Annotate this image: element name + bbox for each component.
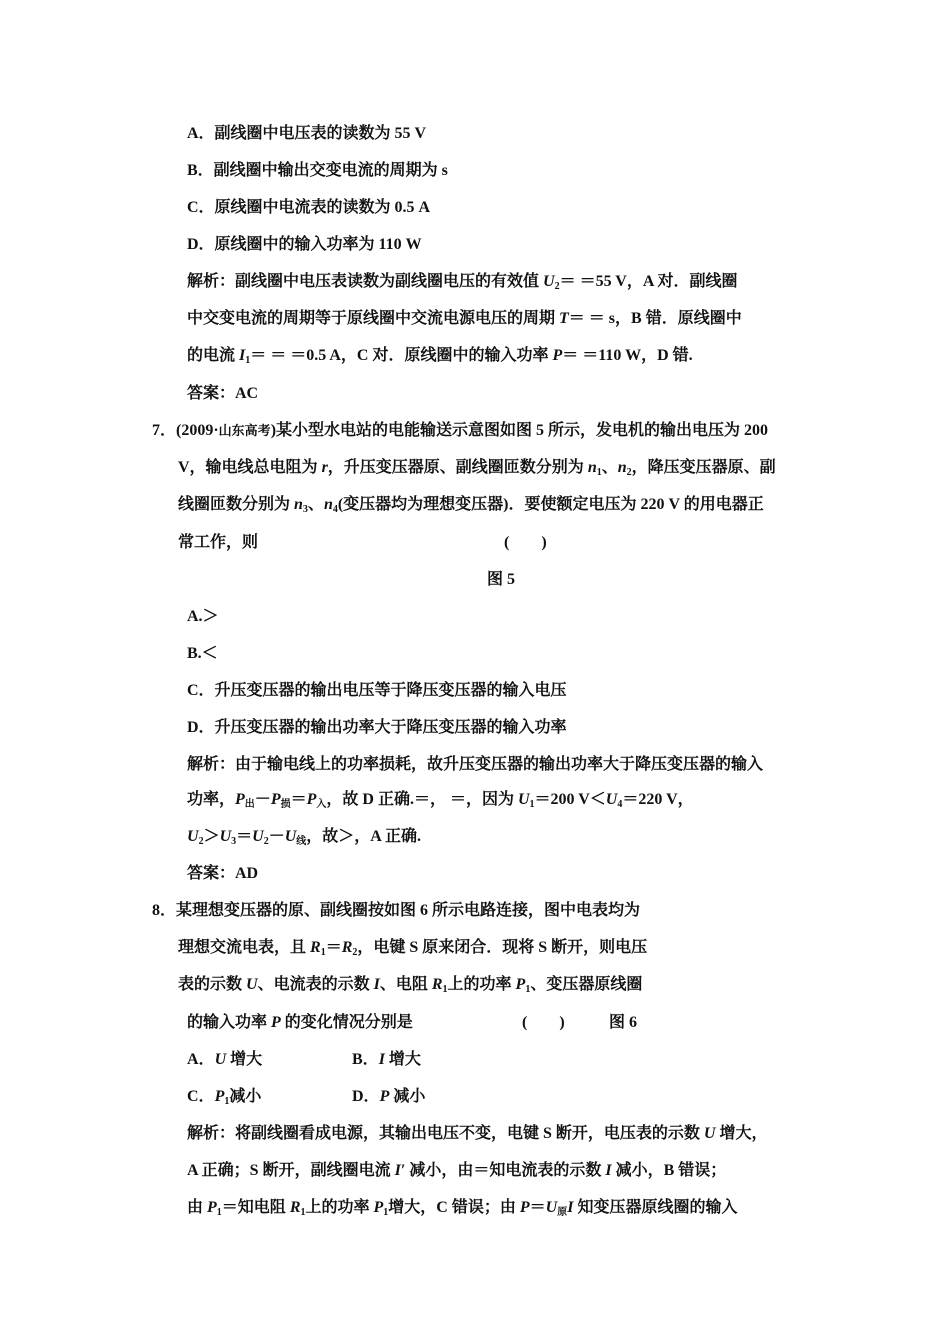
q7-stem-line-4: 常工作，则 <box>178 534 259 551</box>
q8-analysis-line-1: 解析：将副线圈看成电源，其输出电压不变，电键 S 断开，电压表的示数 U 增大， <box>187 1125 768 1142</box>
q7-stem-line-3: 线圈匝数分别为 $n_3$、$n_4$(变压器均为理想变压器)．要使额定电压为 220 V 的用电器正 <box>178 496 764 515</box>
q8-stem-line-3: 表的示数 U、电流表的示数 I、电阻 $R_1$上的功率 $P_1$、变压器原线圈 <box>178 976 643 995</box>
q6-answer: 答案：AC <box>187 385 259 402</box>
q8-option-a: A．U 增大 <box>187 1051 263 1068</box>
q7-option-a: A.＞ <box>187 608 219 625</box>
q7-option-c: C．升压变压器的输出电压等于降压变压器的输入电压 <box>187 682 567 699</box>
q8-stem-line-2: 理想交流电表，且 $R_1=R_2$，电键 S 原来闭合．现将 S 断开，则电压 <box>178 939 648 958</box>
q6-option-c: C．原线圈中电流表的读数为 0.5 A <box>187 199 431 216</box>
q7-answer: 答案：AD <box>187 865 259 882</box>
q7-answer-blank: ( ) <box>504 534 547 551</box>
q8-option-c: C．$P_1$减小 <box>187 1088 262 1107</box>
q6-analysis-line-3: 的电流 $I_1= = =0.5$ A，C 对．原线圈中的输入功率 P＝ ＝110 W，D 错. <box>187 347 693 366</box>
q6-option-a: A．副线圈中电压表的读数为 55 V <box>187 125 427 142</box>
q8-analysis-line-3: 由 $P_1=$知电阻 $R_1$上的功率 $P_1$增大，C 错误；由 $P=U_原I$ 知变压器原线圈的输入 <box>187 1199 738 1218</box>
q6-option-b: B．副线圈中输出交变电流的周期为 s <box>187 162 448 179</box>
q7-analysis-line-3: $U_2>U_3=U_2-U_线$，故＞，A 正确. <box>187 828 421 847</box>
q8-option-d: D．P 减小 <box>352 1088 426 1105</box>
q8-answer-blank: ( ) <box>522 1014 565 1031</box>
q6-analysis-line-1: 解析：副线圈中电压表读数为副线圈电压的有效值 $U_2= =55$ V，A 对．副线圈 <box>187 273 738 292</box>
q6-option-d: D．原线圈中的输入功率为 110 W <box>187 236 422 253</box>
q6-analysis-line-2: 中交变电流的周期等于原线圈中交流电源电压的周期 T＝ ＝ s，B 错．原线圈中 <box>187 310 742 327</box>
q8-option-b: B．I 增大 <box>352 1051 421 1068</box>
q8-figure-caption: 图 6 <box>609 1014 638 1031</box>
q7-stem-line-2: V，输电线总电阻为 r，升压变压器原、副线圈匝数分别为 $n_1$、$n_2$，降压变压器原、副 <box>178 459 776 478</box>
q8-analysis-line-2: A 正确；S 断开，副线圈电流 I′ 减小，由＝知电流表的示数 I 减小，B 错误； <box>187 1162 727 1179</box>
q7-option-b: B.＜ <box>187 645 218 662</box>
q7-analysis-line-1: 解析：由于输电线上的功率损耗，故升压变压器的输出功率大于降压变压器的输入 <box>187 756 764 773</box>
q7-analysis-line-2: 功率，$P_出-P_损=P_入$，故 D 正确.＝， ＝，因为 $U_1=200$ $V<U_4=220$ V， <box>187 791 694 810</box>
q7-stem-line-1: 7．(2009·山东高考)某小型水电站的电能输送示意图如图 5 所示，发电机的输出电压为 200 <box>152 422 769 439</box>
q8-stem-line-1: 8．某理想变压器的原、副线圈按如图 6 所示电路连接，图中电表均为 <box>152 902 641 919</box>
q7-figure-caption: 图 5 <box>487 571 516 588</box>
q8-stem-line-4: 的输入功率 P 的变化情况分别是 <box>187 1014 413 1031</box>
q7-option-d: D．升压变压器的输出功率大于降压变压器的输入功率 <box>187 719 567 736</box>
